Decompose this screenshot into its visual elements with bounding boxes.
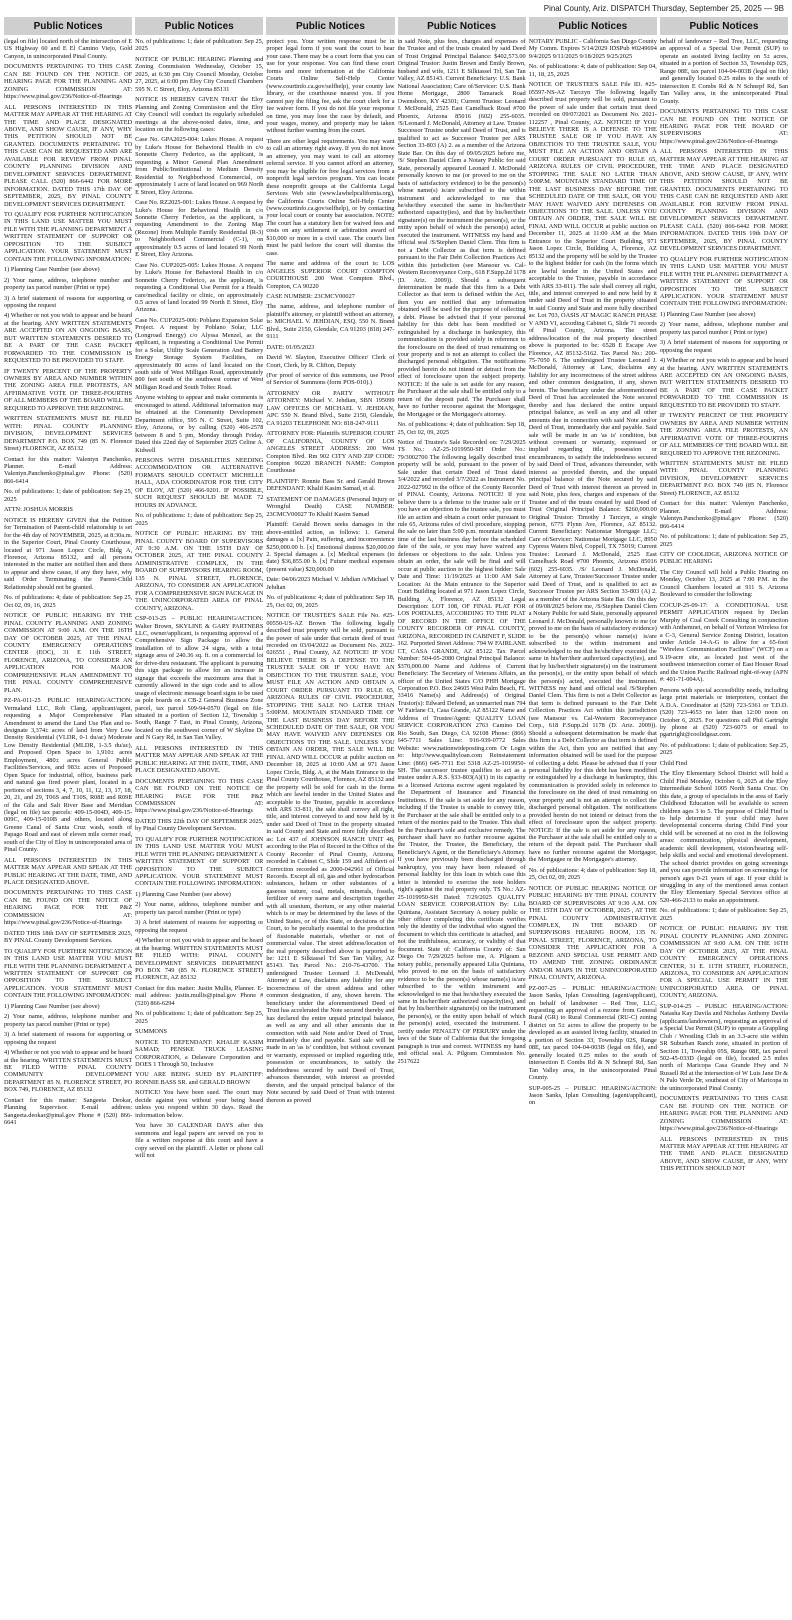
notice-paragraph: COCUP-25-09-17: A CONDITIONAL USE PERMIT APPLICATION request by Declan Murphy of Coal Creek Consulting in conjunction with Anthemnet, on behalf of Verizon Wireless for a C-3, General Service Zoning District, location under Article 14-A-G to allow for a 65-foot "Wireless Communication Facilities" (WCF) on a 9.19-acre site, as located just west of the southwest intersection corner of East Houser Road and the Union Pacific Railroad right-of-way (APN #: 401-71-004A). xyxy=(659,601,789,684)
notice-column xyxy=(660,38,788,1616)
notice-paragraph: IF TWENTY PERCENT OF THE PROPERTY OWNERS BY AREA AND NUMBER WITHIN THE ZONING AREA FILE PROTESTS, AN AFFIRMATIVE VOTE OF THREE-FOURTHS OF ALL MEMBERS OF THE BOARD WILL BE REQUIRED TO APPROVE THE REZONING. xyxy=(659,412,789,457)
notice-paragraph: Child Find xyxy=(659,759,687,767)
notice-paragraph: NOTICE! You have been sued. The court may decide against you without your being heard unless you respond within 30 days. Read the information below. xyxy=(135,1089,264,1119)
notice-paragraph: 3) A brief statement of reasons for supporting or opposing the request xyxy=(4,1031,133,1046)
notice-paragraph: No. of publications: 1; date of publication: Sep 25, 2025 xyxy=(135,512,264,527)
notice-paragraph: The City Council will hold a Public Hearing on Monday, October 13, 2025 at 7:00 P.M. in the Council Chambers located at 911 S. Arizona Boulevard to consider the following: xyxy=(659,568,789,599)
notice-paragraph: (For proof of service of this summons, use Proof of Service of Summons (form POS-010).) xyxy=(266,372,395,387)
notice-paragraph: No. of publications: 4; date of publication: Sep 18, 25, Oct 02, 09, 2025 xyxy=(528,866,657,882)
column-header-row xyxy=(4,17,788,35)
notice-paragraph: Date: 04/06/2023 Michael V. Jehdian /s/Michael V Jehdian xyxy=(266,576,395,591)
column-header: Public Notices xyxy=(398,17,526,35)
notice-paragraph: NOTICE TO DEFENDANT: KHALIF KASIM SAMAD; PENSKE TRUCK LEASING CORPORATION, a Delaware Corporation and DOES 1 Through 50, Inclusive xyxy=(135,1038,264,1068)
notice-paragraph: 2) Your name, address, telephone number and property tax parcel number ( Print or type) xyxy=(659,321,789,336)
notice-paragraph: ALL PERSONS INTERESTED IN THIS MATTER MAY APPEAR AND SPEAK AT THE PUBLIC HEARING AT THE DATE, TIME, AND PLACE DESIGNATED ABOVE. xyxy=(4,856,133,887)
notice-paragraph: There are other legal requirements. You may want to call an attorney right away. If you do not know an attorney, you may want to call an attorney referral service. If you cannot afford an attorney, you may be eligible for free legal services from a nonprofit legal services program. You can locate these nonprofit groups at the California Legal Services Web site (www.lawhelpcalifornia.org), the California Courts Online Self-Help Center (www.courtinfo.ca.gov/selfhelp), or by contacting your local court or county bar association. NOTE: The court has a statutory lien for waived fees and costs on any settlement or arbitration award of $10,000 or more in a civil case. The court's lien must be paid before the court will dismiss the case. xyxy=(266,137,395,257)
notice-paragraph: David W. Slayton, Executive Officer/ Clerk of Court, Clerk, by R. Clifton, Deputy xyxy=(266,354,395,369)
notice-paragraph: Contact for this matter: Sangeeta Deokar, Planning Supervisor. E-mail address: Sangeeta.deokar@pinal.gov Phone # (520) 866-6641 xyxy=(4,1096,133,1127)
notice-paragraph: CASE NUMBER: 23CMCV00027 xyxy=(266,292,355,300)
notice-paragraph: 2) Your name, address, telephone number and property tax parcel number (Print or type) xyxy=(135,901,264,916)
notice-paragraph: 2) Your name, address, telephone number and property tax parcel number (Print or type) xyxy=(4,1013,133,1028)
notice-paragraph: WRITTEN STATEMENTS MUST BE FILED WITH: PINAL COUNTY PLANNING DIVISION, DEVELOPMENT SERVICES DEPARTMENT P.O. BOX 749 (85 N. Florence Street) FLORENCE, AZ 85132 xyxy=(659,460,789,497)
notice-paragraph: No. of publications: 4; date of publication: Sep 25, Oct 02, 09, 16, 2025 xyxy=(4,594,133,609)
notice-paragraph: 3) A brief statement of reasons for supporting or opposing the request xyxy=(135,919,264,934)
notice-paragraph: DOCUMENTS PERTAINING TO THIS CASE CAN BE FOUND ON THE NOTICE OF HEARING PAGE FOR THE BOARD OF SUPERVISORS AT: https://www.pinal.gov/236/Notice-of-Hearings xyxy=(659,108,789,145)
notice-paragraph: No. of publications: 1; date of publication: Sep 25, 2025 xyxy=(135,38,264,53)
notice-paragraph: NOTICE OF TRUSTEE'S SALE File ID. #25-05597-NS-AZ Tarczyn The following legally described trust property will be sold, pursuant to the power of sale under that certain trust deed recorded on 09/07/2021 as Document No. 2021-112257 , Pinal County, AZ. NOTICE! IF YOU BELIEVE THERE IS A DEFENSE TO THE TRUSTEE SALE OR IF YOU HAVE AN OBJECTION TO THE TRUSTEE SALE, YOU MUST FILE AN ACTION AND OBTAIN A COURT ORDER PURSUANT TO RULE 65, ARIZONA RULES OF CIVIL PROCEDURE, STOPPING THE SALE NO LATER THAN 5:00P.M. MOUNTAIN STANDARD TIME OF THE LAST BUSINESS DAY BEFORE THE SCHEDULED DATE OF THE SALE, OR YOU MAY HAVE WAIVED ANY DEFENSES OR OBJECTIONS TO THE SALE. UNLESS YOU OBTAIN AN ORDER, THE SALE WILL BE FINAL AND WILL OCCUR at public auction on December 11, 2025 at 11:00 AM at the Main Entrance to the Superior Court Building, 971 Jason Lopez Circle, Building A, Florence, AZ 85132 and the property will be sold by the Trustee to the highest bidder for cash (in the forms which are lawful tender in the United States and acceptable to the Trustee, payable in accordance with ARS 33-811). The sale shall convey all right, title, and interest conveyed to and now held by it under said Deed of Trust in the property situated in said County and State and more fully described as: Lot 703, OASIS AT MAGIC RANCH PHASE V AND VI, according Cabinet G, Slide 71 records of Pinal County, Arizona. The street address/location of the real property described above is purported to be: 6528 E Escape Ave Florence, AZ 85132-5162. Tax Parcel No.: 200-75-7050 6. The undersigned Trustee Leonard J. McDonald, Attorney at Law, disclaims any liability for any incorrectness of the street address and other common designation, if any, shown herein. The beneficiary under the aforementioned Deed of Trust has accelerated the Note secured thereby and has declared the entire unpaid principal balance, as well as any and all other amounts due in connection with said Note and/or Deed of Trust, immediately due and payable. Said sale will be made in an 'as is' condition, but without covenant or warranty, expressed or implied regarding title, possession or encumbrances, to satisfy the indebtedness secured by said Deed of Trust, advances thereunder, with interest as provided therein, and the unpaid principal balance of the Note secured by said Deed of Trust with interest thereon as proved in said Note, plus fees, charges and expenses of the Trustee and of the trusts created by said Deed of Trust Original Principal Balance: $260,000.00 Original Trustor: Timothy J Tarczyn, a single person, 6775 Flynn Ave, Florence, AZ 85132. Current Beneficiary: Nationstar Mortgage LLC; Care of/Servicer: Nationstar Mortgage LLC, 8950 Cypress Waters Blvd, Coppell, TX 75019; Current Trustee: Leonard J. McDonald, 2525 East Camelback Road #700 Phoenix, Arizona 85016 (602) 255-6035. /S/ Leonard J. McDonald, Attorney at Law, Trustee/Successor Trustee under said Deed of Trust, and is qualified to act as Successor Trustee per ARS Section 33-803 (A) 2. as a member of the Arizona State Bar. On this day of 09/08/2025 before me, /S/Stephen Daniel Clem a Notary Public for said State, personally appeared Leonard J. McDonald, personally known to me (or proved to me on the basis of satisfactory evidence) to be the person(s) whose name(s) is/are subscribed to the within instrument and acknowledged to me that he/she/they executed the same in his/her/their authorized capacity(ies), and that by his/her/their signature(s) on the instrument the person(s), or the entity upon behalf of which the person(s) acted, executed the instrument. WITNESS my hand and official seal /S/Stephen Daniel Clem. This firm is not a Debt Collector as that term is defined pursuant to the Fair Debt Collection Practices Act within this jurisdiction (see Mansour vs. Cal-Western Reconveyance Corp., 618 F.Supp.2d 1178 (D. Ariz. 2009)). Should a subsequent determination be made that this firm is a Debt Collector as that term is defined within the Act, then you are notified that any information obtained will be used for the purpose of collecting a debt. Please be advised that if your personal liability for this debt has been modified or extinguished by a discharge in bankruptcy, this communication is provided solely in reference to the foreclosure on the deed of trust remaining on your property and is not an attempt to collect the discharged personal obligation. The notifications provided herein do not intend or detract from the effect of foreclosure upon the subject property. NOTICE: If the sale is set aside for any reason, the Purchaser at the sale shall be entitled only to a return of the deposit paid. The Purchaser shall have no further recourse against the Mortgagor, the Mortgagee or the Mortgagee's attorney. xyxy=(528,81,657,864)
notice-paragraph: Contact for this matter: Valentyn Panchenko, Planner. E-mail Address: Valentyn.Panchenko@pinal.gov Phone: (520) 866-6414 xyxy=(659,500,789,530)
notice-paragraph: CITY OF COOLIDGE, ARIZONA NOTICE OF PUBLIC HEARING xyxy=(659,551,789,566)
notice-paragraph: 3) A brief statement of reasons for supporting or opposing the request xyxy=(659,339,789,354)
column-header: Public Notices xyxy=(660,17,788,35)
column-header: Public Notices xyxy=(266,17,394,35)
notice-paragraph: 4) Whether or not you wish to appear and be heard at the hearing. WRITTEN STATEMENTS MUST BE FILED WITH: PINAL COUNTY DEVELOPMENT SERVICES DEPARTMENT PO BOX 749 (85 N. FLORENCE STREET) FLORENCE, AZ 85132 xyxy=(135,937,264,982)
notice-paragraph: SUP-014-25 – PUBLIC HEARING/ACTION: Natasha Kay Davila and Nicholas Anthony Davila (applicants/landowners), requesting an approval of a Special Use Permit (SUP) to operate a Grappling Club / Wrestling Club in an 3.3-acre site within SR Suburban Ranch zone, situated in portion of Section 11, Township 05S, Range 08E, tax parcel 502-45-033D (legal on file), located 2.5 miles north of Maricopa Casa Grande Hwy and N Russell Rd at the intersection of W Luis Jane Dr & N Palo Verde Dr, southeast of City of Maricopa in the unincorporated Pinal County. xyxy=(659,1002,789,1092)
notice-paragraph: NOTICE OF PUBLIC HEARING BY THE PINAL COUNTY PLANNING AND ZONING COMMISSION AT 9:00 A.M. ON THE 16TH DAY OF OCTOBER 2025, AT THE PINAL COUNTY EMERGENCY OPERATIONS CENTER, 31 E. 11TH STREET, FLORENCE, ARIZONA, TO CONSIDER AN APPLICATION FOR A SPECIAL USE PERMIT IN THE UNINCORPORATED AREA OF PINAL COUNTY, ARIZONA. xyxy=(659,925,789,1000)
notice-paragraph: DATE: 01/05/2023 xyxy=(266,343,315,351)
notice-paragraph: Case No. CUP2025-006: Poblano Expansion Solar Project. A request by Poblano Solar, LLC (Longroad Energy) c/o Alyssa Menzel, as the applicant, is requesting a Conditional Use Permit for a Solar, Utility Scale Generation And Battery Energy Storage System Facilities, on approximately 80 acres of land located on the south side of West Milligan Road, approximately 800 feet south of the southwest corner of West Milligan Road and South Toltec Road. xyxy=(135,316,264,391)
notice-column xyxy=(529,38,657,1616)
notice-paragraph: No. of publications: 4; date of publication: Sep 04, 11, 18, 25, 2025 xyxy=(528,63,657,78)
notice-paragraph: Case No. RZ2025-001: Lukes House. A request by Luke's House for Behavioral Health in c/o Sonnette Cherry Federico, as the applicant, is requesting Amendment to the Zoning Map (Rezone) from Multiple Family Residential (R-3) to Neighborhood Commercial (C-1), on approximately 0.5 acres of land located 99 North E Street, Eloy Arizona. xyxy=(135,199,264,259)
notice-paragraph: No. of publications: 1; date of publication: Sep 25, 2025 xyxy=(135,1010,264,1025)
notice-paragraph: SUP-005-25 – PUBLIC HEARING/ACTION: Jason Sanks, Iplan Consulting (agent/applicant), on xyxy=(528,1084,657,1107)
notice-paragraph: ALL PERSONS INTERESTED IN THIS MATTER MAY APPEAR AND SPEAK AT THE PUBLIC HEARING AT THE DATE, TIME, AND PLACE DESIGNATED ABOVE. xyxy=(135,744,264,775)
notice-paragraph: STATEMENT OF DAMAGES (Personal Injury or Wrongful Death) CASE NUMBER: 23CMCV00027 To Khalif Kasim Samad xyxy=(266,495,395,518)
notice-paragraph: NOTICE OF PUBLIC HEARING NOTICE OF PUBLIC HEARING BY THE PINAL COUNTY BOARD OF SUPERVISORS AT 9:30 A.M. ON THE 15TH DAY OF OCTOBER, 2025 , AT THE PINAL COUNTY ADMINISTRATIVE COMPLEX, IN THE BOARD OF SUPERVISORS HEARING ROOM, 135 N. PINAL STREET, FLORENCE, ARIZONA, TO CONSIDER THE APPLICATION FOR A REZONE AND SPECIAL USE PERMIT AND TO AMEND THE ZONING ORDINANCE AND/OR MAPS IN THE UNINCORPORATED PINAL COUNTY, ARIZONA. xyxy=(528,884,657,982)
notice-paragraph: NOTICE IS HEREBY GIVEN that the Petition for Termination of Parent-child relationship is set for the 4th day of NOVEMBER, 2025, at 8:30a.m. in the Superior Court, Pinal County Courthouse, located at 971 Jason Lopez Circle, Bldg A, Florence, Arizona 85132, and all persons interested in the matter are notified then and there to appear and show cause, if any they have, why said Order Terminating the Parent-Child Relationship should not be granted. xyxy=(4,516,133,591)
notice-paragraph: ATTORNEY OR PARTY WITHOUT ATTORNEY: Michael V. Jehdian, SBN 195099 LAW OFFICES OF MICHAEL V. JEHDIAN, APC 550 N. Brand Blvd., Suite 2150, Glendale, CA 91203 TELEPHONE NO: 818-247-9111 xyxy=(266,389,395,427)
notice-paragraph: NOTICE OF PUBLIC HEARING BY THE PINAL COUNTY PLANNING AND ZONING COMMISSION AT 9:00 A.M. ON THE 16TH DAY OF OCTOBER 2025, AT THE PINAL COUNTY EMERGENCY OPERATIONS CENTER (EOC), 31 E 11th STREET, FLORENCE, ARIZONA, TO CONSIDER AN APPLICATION FOR MAJOR COMPREHENSIVE PLAN AMENDMENT TO THE PINAL COUNTY COMPREHENSIVE PLAN. xyxy=(4,612,133,694)
notice-paragraph: Case No. CUP2025-005: Lukes House. A request by Luke's House for Behavioral Health in c/o Sonnette Cherry Federico, as the applicant, is requesting a Conditional Use Permit for a Health care/medical facility or clinic, on approximately 0.5 acres of land located 99 North E Street, Eloy Arizona. xyxy=(135,261,264,314)
notice-paragraph: Anyone wishing to appear and make comments is encouraged to attend. Additional information may be obtained at the Community Development Department office, 595 N. C Street, Suite 102, Eloy, Arizona, or by calling (520) 466-2578 between 8 and 5 pm, Monday through Friday. Dated this 22nd day of September 2025 Celine A. Kidwell xyxy=(135,394,264,454)
notice-paragraph: 3) A brief statement of reasons for supporting or opposing the request xyxy=(4,294,133,309)
notice-paragraph: ATTN: JOSHUA MORRIS xyxy=(4,506,73,514)
notice-paragraph: You have 30 CALENDAR DAYS after this summons and legal papers are served on you to file a written response at this court and have a copy served on the plaintiff. A letter or phone call will not xyxy=(135,1122,264,1159)
notice-columns xyxy=(4,38,788,1616)
notice-paragraph: in said Note, plus fees, charges and expenses of the Trustee and of the trusts created by said Deed of Trust Original Principal Balance: $402,573.00 Original Trustor: Justin Brown and Emily Brown, husband and wife, 1211 E Silktassel Trl, San Tan Valley, AZ 85143. Current Beneficiary: U.S. Bank National Association; Care of/Servicer: U.S. Bank Home Mortgage, 2800 Tamarack Road Owensboro, KY 42301; Current Trustee: Leonard J. McDonald, 2525 East Camelback Road #700 Phoenix, Arizona 85016 (602) 255-6035. /S/Leonard J. McDonald, Attorney at Law. Trustee Successor Trustee under said Deed of Trust, and is qualified to act as Successor Trustee per ARS Section 33-803 (A) 2. as a member of the Arizona State Bar. On this day of 09/05/2025 before me, /S/ Stephen Daniel Clem a Notary Public for said State, personally appeared Leonard J. McDonald personally known to me (or proved to me on the basis of satisfactory evidence) to be the person(s) whose name(s) is/are subscribed to the within instrument and acknowledged to me that he/she/they executed the same in his/her/their authorized capacity(ies), and that by his/her/their signature(s) on the instrument the person(s), or the entity upon behalf of which the person(s) acted, executed the instrument. WITNESS my hand and official seal /S/Stephen Daniel Clem. This firm is not a Debt Collector as that term is defined pursuant to the Fair Debt Collection Practices Act within this jurisdiction (see Mansour vs. Cal-Western Reconveyance Corp., 618 F.Supp.2d 1178 (D. Ariz. 2009)). Should a subsequent determination be made that this firm is a Debt Collector as that term is defined within the Act, then you are notified that any information obtained will be used for the purpose of collecting a debt. Please be advised that if your personal liability for this debt has been modified or extinguished by a discharge in bankruptcy, this communication is provided solely in reference to the foreclosure on the deed of trust remaining on your property and is not an attempt to collect the discharged personal obligation. The notifications provided herein do not intend or detract from the effect of foreclosure upon the subject property. NOTICE: If the sale is set aside for any reason, the Purchaser at the sale shall be entitled only to a return of the deposit paid. The Purchaser shall have no further recourse against the Mortgagor, the Mortgagee or the Mortgagee's attorney. xyxy=(397,38,526,418)
notice-paragraph: NOTARY PUBLIC - California San Diego County My Comm. Expires 5/14/2029 IDSPub #0249694 9/4/2025 9/11/2025 9/18/2025 9/25/2025 xyxy=(528,38,657,60)
notice-paragraph: Contact for this matter: Valentyn Panchenko, Planner. E-mail Address: Valentyn.Panchenko@pinal.gov Phone: (520) 866-6414 xyxy=(4,455,133,485)
notice-paragraph: ALL PERSONS INTERESTED IN THIS MATTER MAY APPEAR AT THE HEARING AT THE TIME AND PLACE DESIGNATED ABOVE, AND SHOW CAUSE, IF ANY, WHY THIS PETITION SHOULD NOT xyxy=(659,1135,789,1173)
notice-column xyxy=(398,38,526,1616)
notice-paragraph: ATTORNEY FOR: Plaintiffs SUPERIOR COURT OF CALIFORNIA, COUNTY OF LOS ANGELES STREET ADDRESS: 200 West Compton Blvd. Rm 902 CITY AND ZIP CODE: Compton 90220 BRANCH NAME: Compton Courthouse xyxy=(266,430,395,475)
notice-paragraph: DATED THIS 22th DAY OF SEPTEMBER 2025, by Pinal County Development Services. xyxy=(135,817,264,833)
notice-paragraph: DOCUMENTS PERTAINING TO THIS CASE CAN BE FOUND ON THE NOTICE OF HEARING PAGE FOR THE P&Z COMMISSION AT: https://www.pinal.gov/236/Notice-of-Hearings xyxy=(4,889,133,927)
notice-paragraph: IF TWENTY PERCENT OF THE PROPERTY OWNERS BY AREA AND NUMBER WITHIN THE ZONING AREA FILE PROTESTS, AN AFFIRMATIVE VOTE OF THREE-FOURTHS OF ALL MEMBERS OF THE BOARD WILL BE REQUIRED TO APPROVE THE REZONING. xyxy=(4,367,133,412)
notice-paragraph: 4) Whether or not you wish to appear and be heard at the hearing. ANY WRITTEN STATEMENTS ARE ACCEPTED ON AN ONGOING BASIS, BUT WRITTEN STATEMENTS DESIRED TO BE A PART OF THE CASE PACKET FORWARDED TO THE COMMISSION IS REQUESTED TO BE PROVIDED TO STAFF. xyxy=(4,312,133,365)
notice-paragraph: (legal on file) located north of the intersection of E US Highway 60 and E El Camino Viejo, Gold Canyon, in unincorporated Pinal County. xyxy=(4,38,133,60)
notice-paragraph: Case No. GPA2025-004: Lukes House. A request by Luke's House for Behavioral Health in c/o Sonnette Cherry Federico, as the applicant, is requesting a Minor General Plan Amendment from Public/Institutional to Medium Density Residential to Neighborhood Commercial, on approximately 1 acre of land located on 969 North E Street, Eloy Arizona. xyxy=(135,136,264,196)
notice-paragraph: The name, address, and telephone number of plaintiff's attorney, or plaintiff without an attorney, is: MICHAEL V. JEHDIAN, ESQ. 550 N. Brand Blvd., Suite 2150, Glendale, CA 91203 (818) 247-9111 xyxy=(266,303,395,341)
notice-paragraph: PERSONS WITH DISABILITIES NEEDING ACCOMMODATION OR ALTERNATIVE FORMATS SHOULD CONTACT MICHELLE HALL, ADA COORDINATOR FOR THE CITY OF ELOY, AT (520) 466-9201. IF POSSIBLE, SUCH REQUEST SHOULD BE MADE 72 HOURS IN ADVANCE. xyxy=(135,457,264,509)
column-header: Public Notices xyxy=(4,17,132,35)
notice-paragraph: NOTICE OF PUBLIC HEARING BY THE PINAL COUNTY BOARD OF SUPERVISORS AT 9:30 A.M. ON THE 15TH DAY OF OCTOBER 2025, AT THE PINAL COUNTY ADMINISTRATIVE COMPLEX, IN THE BOARD OF SUPERVISORS HEARING ROOM, 135 N. PINAL STREET, FLORENCE, ARIZONA, TO CONSIDER AN APPLICATION FOR A COMPREHENSIVE SIGN PACKAGE IN THE UNINCORPORATED AREA OF PINAL COUNTY, ARIZONA. xyxy=(135,530,264,612)
notice-paragraph: No. of publications: 1; date of publication: Sep 25, 2025 xyxy=(659,907,789,922)
notice-paragraph: Contact for this matter: Justin Mullis, Planner. E-mail address: justin.mullis@pinal.gov Phone # (520) 866-6294 xyxy=(135,984,264,1007)
notice-paragraph: 1) Planning Case Number (see above) xyxy=(4,1002,100,1010)
notice-paragraph: 4) Whether or not you wish to appear and be heard at the hearing. ANY WRITTEN STATEMENTS ARE ACCEPTED ON AN ONGOING BASIS, BUT WRITTEN STATEMENTS DESIRED TO BE A PART OF THE CASE PACKET FORWARDED TO THE COMMISSION IS REQUESTED TO BE PROVIDED TO STAFF. xyxy=(659,357,789,409)
notice-paragraph: TO QUALIFY FOR FURTHER NOTIFICATION IN THIS LAND USE MATTER YOU MUST FILE WITH THE PLANNING DEPARTMENT A WRITTEN STATEMENT OF SUPPORT OR OPPOSITION TO THE SUBJECT APPLICATION. YOUR STATEMENT MUST CONTAIN THE FOLLOWING INFORMATION: xyxy=(135,835,264,888)
notice-paragraph: protect you. Your written response must be in proper legal form if you want the court to hear your case. There may be a court form that you can use for your response. You can find these court forms and more information at the California Courts Online Self-Help Center (www.courtinfo.ca.gov/selfhelp), your county law library, or the courthouse nearest you. If you cannot pay the filing fee, ask the court clerk for a fee waiver form. If you do not file your response on time, you may lose the case by default, and your wages, money, and property may be taken without further warning from the court. xyxy=(266,38,395,135)
notice-paragraph: DOCUMENTS PERTAINING TO THIS CASE CAN BE FOUND ON THE NOTICE OF HEARING PAGE FOR THE PLANNING AND ZONING COMMISSION AT: https://www.pinal.gov/236/Notice-of-Hearings xyxy=(4,63,133,101)
notice-paragraph: WRITTEN STATEMENTS MUST BE FILED WITH: PINAL COUNTY PLANNING DIVISION, DEVELOPMENT SERVICES DEPARTMENT P.O. BOX 749 (85 N. Florence Street) FLORENCE, AZ 85132 xyxy=(4,415,133,453)
notice-paragraph: YOU ARE BEING SUED BY PLAINTIFF: RONNIE BASS SR. and GERALD BROWN xyxy=(135,1071,264,1086)
notice-paragraph: SUMMONS xyxy=(135,1028,168,1036)
notice-column xyxy=(4,38,132,1616)
notice-paragraph: PZ-PA-011-25 PUBLIC HEARING/ACTION: Vermaland LLC, Rob Clang, applicant/agent, requesting a Major Comprehensive Plan Amendment to amend the Land Use Plan and re-designate 3,374± acres of land from Very Low Density Residential (VLDR, 0-1 du/ac) Moderate Low Density Residential (MLDR, 1-3.5 du/ac), and Proposed Open Space to 1,910± acres Employment, 480± acres General Public Facilities/Services, and 983± acres of Proposed Open Space for industrial, office, business park and natural gas fired power plant, located in a portions of sections 3, 4, 7, 10, 11, 12, 13, 17, 18, 20, 21, and 29, T06S and T10S, R08E and R09E of the Gila and Salt River Base and Meridian (legal on file) tax parcels: 409-15-004D, 409-15-009C, 409-15-010B and others, located along Greene Canal of Santa Cruz wash, south of Papago Road and east of eleven mile corner road, south of the City of Eloy in unincorporated area of Pinal County. xyxy=(4,697,133,854)
notice-paragraph: DATED THIS 18th DAY OF SEPTEMBER 2025, BY PINAL County Development Services. xyxy=(4,929,133,945)
notice-paragraph: 1) Planning Case Number (see above) xyxy=(135,890,231,898)
notice-paragraph: NOTICE OF TRUSTEE'S SALE File No. #25-00550-US-AZ Brown The following legally described trust property will be sold, pursuant to the power of sale under that certain deed of trust recorded on 03/04/2022 as Document No. 2022-026551 , Pinal County, AZ NOTICE! IF YOU BELIEVE THERE IS A DEFENSE TO THE TRUSTEE SALE OR IF YOU HAVE AN OBJECTION TO THE TRUSTEE SALE, YOU MUST FILE AN ACTION AND OBTAIN A COURT ORDER PURSUANT TO RULE 65, ARIZONA RULES OF CIVIL PROCEDURE, STOPPING THE SALE NO LATER THAN 5:00P.M. MOUNTAIN STANDARD TIME OF THE LAST BUSINESS DAY BEFORE THE SCHEDULED DATE OF THE SALE, OR YOU MAY HAVE WAIVED ANY DEFENSES OR OBJECTIONS TO THE SALE. UNLESS YOU OBTAIN AN ORDER, THE SALE WILL BE FINAL AND WILL OCCUR at public auction on December 18, 2025 at 10:00 AM at 971 Jason Lopez Circle, Bldg. A, at the Main Entrance to the Pinal County Courthouse, Florence, AZ 85132 and the property will be sold for cash in the forms which are lawful tender in the United States and acceptable to the Trustee, payable in accordance with ARS 33-811, the sale shall convey all right, title, and interest conveyed to and now held by it under said Deed of Trust in the property situated in said County and State and more fully described as: Lot 437 of JOHNSON RANCH UNIT 48, according to the Plat of Record in the Office of the County Recorder of Pinal County, Arizona, recorded in Cabinet C, Slide 159 and Affidavit of Correction recorded as 2000-042961 of Official Records. Except all oil, gas and other hydrocarbon substances, helium or other substances of a gaseous nature, coal, metals, minerals, fossils, fertilizer of every name and description together with all uranium, thorium, or any other material which is or may be determined by the laws of the United States, or of this State, or decisions of the Court, to be peculiarly essential to the production of fissionable materials, whether or not of commercial value. The street address/location of the real property described above is purported to be: 1211 E Silktassel Trl San Tan Valley, AZ 85143. Tax Parcel No.: 210-76-43700. The undersigned Trustee Leonard J. McDonald, Attorney at Law, disclaims any liability for any incorrectness of the street address and other common designation, if any, shown herein. The beneficiary under the aforementioned Deed of Trust has accelerated the Note secured thereby and has declared the entire unpaid principal balance, as well as any and all other amounts due in connection with said Note and/or Deed of Trust, immediately due and payable. Said sale will be made in an 'as is' condition, but without covenant or warranty, expressed or implied regarding title, possession or encumbrances, to satisfy the indebtedness secured by said Deed of Trust, advances thereunder, with interest as provided therein, and the unpaid principal balance of the Note secured by said Deed of Trust with interest thereon as proved xyxy=(266,612,395,1104)
notice-paragraph: 1) Planning Case Number (see above) xyxy=(4,266,100,274)
notice-paragraph: NOTICE IS HEREBY GIVEN THAT the Eloy Planning and Zoning Commission and the Eloy City Council will conduct its regularly scheduled meetings at the above-noted dates, time, and location on the following cases: xyxy=(135,96,264,133)
column-header: Public Notices xyxy=(529,17,657,35)
notice-paragraph: behalf of landowner – Red Tree, LLC, requesting an approval of a Special Use Permit (SUP) to operate an assisted living facility on 5± acres, situated in a portion of Section 33, Township 02S, Range 08E, tax parcel 104-04-003B (legal on file) and generally located 0.25 miles to the south of intersection E Combs Rd & N Schnepf Rd, San Tan Valley area, in the unincorporated Pinal County. xyxy=(659,38,789,105)
notice-paragraph: PLAINTIFF: Ronnie Bass Sr. and Gerald Brown DEFENDANT: Khalif Kasim Samad, et al. xyxy=(266,477,395,493)
notice-paragraph: 4) Whether or not you wish to appear and be heard at the hearing. WRITTEN STATEMENTS MUST BE FILED WITH: PINAL COUNTY COMMUNITY DEVELOPMENT DEPARTMENT 85 N. FLORENCE STREET, PO BOX 749, FLORENCE, AZ 85132 xyxy=(4,1049,133,1094)
masthead: Pinal County, Ariz. DISPATCH Thursday, September 25, 2025 — 9B xyxy=(543,4,784,13)
notice-paragraph: PZ-007-25 – PUBLIC HEARING/ACTION: Jason Sanks, Iplan Consulting (agent/applicant), on behalf of landowner – Red Tree, LLC, requesting an approval of a rezone from General Rural (GR) to Rural Commercial (RU-C) zoning district on 5± acres to allow the property to be developed as an assisted living facility, situated in a portion of Section 33, Township 02S, Range 08E, tax parcel 104-04-003B (legal on file), and generally located 0.25 miles to the south of intersection E Combs Rd & N Schnepf Rd, San Tan Valley area, in the unincorporated Pinal County. xyxy=(528,984,657,1082)
notice-paragraph: No. of publications: 1; date of publication: Sep 25, 2025 xyxy=(659,533,789,548)
notice-paragraph: No. of publications: 1; date of publication: Sep 25, 2025 xyxy=(659,741,789,757)
notice-paragraph: ALL PERSONS INTERESTED IN THIS MATTER MAY APPEAR AT THE HEARING AT THE TIME AND PLACE DESIGNATED ABOVE, AND SHOW CAUSE, IF ANY, WHY THIS PETITION SHOULD NOT BE GRANTED. DOCUMENTS PERTAINING TO THIS CASE CAN BE REQUESTED AND ARE AVAILABLE FOR REVIEW FROM PINAL COUNTY PLANNING DIVISION AND DEVELOPMENT SERVICES DEPARTMENT. PLEASE CALL (520) 866-6442 FOR MORE INFORMATION. DATED THIS 19th DAY OF SEPTEMBER, 2025, BY PINAL COUNTY DEVELOPMENT SERVICES DEPARTMENT. xyxy=(659,148,789,253)
notice-column xyxy=(266,38,394,1616)
notice-paragraph: The name and address of the court is: LOS ANGELES SUPERIOR COURT COMPTON COURTHOUSE 200 West Compton Blvd., Compton, CA 90220 xyxy=(266,260,395,290)
notice-paragraph: Notice of Trustee's Sale Recorded on: 7/29/2025 TS No.: AZ-25-1019950-SH Order No.: 79/3002700 The following legally described trust property will be sold, pursuant to the power of Sale under that certain Deed of Trust dated 3/4/2022 and recorded 3/7/2022 as Instrument No. 2022-027992 in the office of the County Recorder of PINAL County, Arizona. NOTICE! If you believe there is a defense to the trustee sale or if you have an objection to the trustee sale, you must file an action and obtain a court order pursuant to rule 65, Arizona rules of civil procedure, stopping the sale no later than 5:00 p.m. mountain standard time of the last business day before the scheduled date of the sale, or you may have waived any defenses or objections to the sale. Unless you obtain an order, the sale will be final and will occur at public auction to the highest bidder: Sale Date and Time: 11/19/2025 at 11:00 AM Sale Location: At the Main entrance to the Superior Court Building located at 971 Jason Lopez Circle, Building A, Florence, AZ 85132 Legal Description: LOT 108, OF FINAL PLAT FOR LOS PORTALES, ACCORDING TO THE PLAT OF RECORD IN THE OFFICE OF THE COUNTY RECORDER OF PINAL COUNTY, ARIZONA, RECORDED IN CABINET F, SLIDE 162. Purported Street Address: 794 W FAIRLANE CT, CASA GRANDE, AZ 85122 Tax Parcel Number: 504-05-2080 Original Principal Balance: $370,000.00 Name and Address of Current Beneficiary: The Secretary of Veterans Affairs, an officer of the United States C/O PHH Mortgage Corporation P.O. Box 24605 West Palm Beach, FL 33416 Name(s) and Address(s) of Original Trustor(s): Edward Defend, an unmarried man 794 W Fairlane Ct, Casa Grande, AZ 85122 Name and Address of Trustee/Agent: QUALITY LOAN SERVICE CORPORATION 2763 Camino Del Rio South, San Diego, CA 92108 Phone: (866) 645-7711 Sales Line: 916-939-0772 Sales Website: www.nationwideposting.com Or Login to: http://www.qualityloan.com Reinstatement Line: (866) 645-7711 Ext 5318 AZ-25-1019950-SH. The successor trustee qualifies to act as a trustee under A.R.S. §33-803(A)(1) in its capacity as a licensed Arizona escrow agent regulated by the Department of Insurance and Financial Institutions. If the sale is set aside for any reason, including if the Trustee is unable to convey title, the Purchaser at the sale shall be entitled only to a return of the monies paid to the Trustee. This shall be the Purchaser's sole and exclusive remedy. The purchaser shall have no further recourse against the Trustor, the Trustee, the Beneficiary, the Beneficiary's Agent, or the Beneficiary's Attorney. If you have previously been discharged through bankruptcy, you may have been released of personal liability for this loan in which case this letter is intended to exercise the note holders right's against the real property only. TS No.: AZ-25-1019950-SH Dated: 7/29/2025 QUALITY LOAN SERVICE CORPORATION By: Lilia Quintana, Assistant Secretary A notary public or other officer completing this certificate verifies only the identity of the individual who signed the document to which this certificate is attached, and not the truthfulness, accuracy, or validity of that document. State of: California County of: San Diego On 7/29/2025 before me, A. Pilgram a notary public, personally appeared Lilia Quintana, who proved to me on the basis of satisfactory evidence to be the person(s) whose name(s) is/are subscribed to the within instrument and acknowledged to me that he/she/they executed the same in his/her/their authorized capacity(ies), and that by his/her/their signature(s) on the instrument the person(s), or the entity upon behalf of which the person(s) acted, executed the instrument. I certify under PENALTY OF PERJURY under the laws of the State of California that the foregoing paragraph is true and correct. WITNESS my hand and official seal. A. Pilgram Commission No. 2517622 xyxy=(397,439,526,1065)
notice-paragraph: TO QUALIFY FOR FURTHER NOTIFICATION IN THIS LAND USE MATTER YOU MUST FILE WITH THE PLANNING DEPARTMENT A WRITTEN STATEMENT OF SUPPORT OR OPPOSITION TO THE SUBJECT APPLICATION. YOUR STATEMENT MUST CONTAIN THE FOLLOWING INFORMATION: xyxy=(4,947,133,1000)
notice-paragraph: The Eloy Elementary School District will hold a Child Find Monday, October 6, 2025 at the Eloy Intermediate School 1005 North Santa Cruz. On this date, a group of specialists in the area of Early Childhood Education will be available to screen children ages 3 to 5. The purpose of Child Find is to help determine if your child may have developmental concerns during Child Find your child will be screened at no cost in the following areas: communication, physical development, academic skill development, vision/hearing self-help skills and social and emotional development. The school district provides on going screenings and you can provide information on screenings for person's ages 0-21 years of age. If your child is struggling in any of the mentioned areas contact the Eloy Elementary Special Services office at 520-466-2133 to make an appointment. xyxy=(659,770,789,904)
notice-paragraph: NOTICE OF PUBLIC HEARING Planning and Zoning Commission Wednesday, October 15, 2025, at 6:30 pm City Council Monday, October 27, 2025, at 6:00 pm Eloy City Council Chambers 595 N. C Street, Eloy, Arizona 85131 xyxy=(135,55,264,93)
notice-paragraph: ALL PERSONS INTERESTED IN THIS MATTER MAY APPEAR AT THE HEARING AT THE TIME AND PLACE DESIGNATED ABOVE, AND SHOW CAUSE, IF ANY, WHY THIS PETITION SHOULD NOT BE GRANTED. DOCUMENTS PERTAINING TO THIS CASE CAN BE REQUESTED AND ARE AVAILABLE FOR REVIEW FROM PINAL COUNTY PLANNING DIVISION AND DEVELOPMENT SERVICES DEPARTMENT. PLEASE CALL (520) 866-6442 FOR MORE INFORMATION. DATED THIS 17th DAY OF SEPTEMBER, 2025, BY PINAL COUNTY DEVELOPMENT SERVICES DEPARTMENT. xyxy=(4,103,133,208)
notice-paragraph: DOCUMENTS PERTAINING TO THIS CASE CAN BE FOUND ON THE NOTICE OF HEARING PAGE FOR THE PLANNING AND ZONING COMMISSION AT: https://www.pinal.gov/236/Notice-of-Hearings xyxy=(659,1095,789,1133)
notice-paragraph: TO QUALIFY FOR FURTHER NOTIFICATION IN THIS LAND USE MATTER YOU MUST FILE WITH THE PLANNING DEPARTMENT A WRITTEN STATEMENT OF SUPPORT OR OPPOSITION TO THE SUBJECT APPLICATION. YOUR STATEMENT MUST CONTAIN THE FOLLOWING INFORMATION: xyxy=(659,255,789,308)
notice-paragraph: TO QUALIFY FOR FURTHER NOTIFICATION IN THIS LAND USE MATTER YOU MUST FILE WITH THE PLANNING DEPARTMENT A WRITTEN STATEMENT OF SUPPORT OR OPPOSITION TO THE SUBJECT APPLICATION. YOUR STATEMENT MUST CONTAIN THE FOLLOWING INFORMATION: xyxy=(4,210,133,263)
notice-paragraph: Plaintiff: Gerald Brown seeks damages in the above-entitled action, as follows: 1. General damages a. [x] Pain, suffering, and inconvenience $250,000.00 b. [x] Emotional distress $20,000.00 2. Special damages a. [x] Medical expenses (to date) $36,855.00 b. [x] Future medical expenses (present value) $20,000.00 xyxy=(266,521,395,573)
notice-paragraph: 1) Planning Case Number (see above) xyxy=(659,310,756,318)
notice-paragraph: DOCUMENTS PERTAINING TO THIS CASE CAN BE FOUND ON THE NOTICE OF HEARING PAGE FOR THE P&Z COMMISSION AT: https://www.pinal.gov/236/Notice-of-Hearings xyxy=(135,777,264,815)
column-header: Public Notices xyxy=(135,17,263,35)
notice-paragraph: CSP-013-25 – PUBLIC HEARING/ACTION: Walter Brown, SKYLINE & GARY PARTNERS LLC, owner/applicant, is requesting approval of a Comprehensive Sign Package to allow the installation of to allow 24 signs, with a total signage area of 240.36 sq. ft. on a commercial lot for drive-thru restaurant. The applicant is pursuing this sign package to allow for an increase in signage that exceeds the maximum area that is currently allowed in the sign code and to allow usage of electronic message board signs to be used as pole boards on a CB-2 General Business Zone parcel, tax parcel 509-94-0570 (legal on file- situated in a portion of Section 12, Township 3 South, Range 7 East, in Pinal County, Arizona, located on the southwest corner of W Skyline Dr and N Gary Rd, in San Tan Valley. xyxy=(135,615,264,742)
notice-paragraph: No. of publications: 4; date of publication: Sep 18, 25, Oct 02, 09, 2025 xyxy=(266,594,395,609)
notice-paragraph: 2) Your name, address, telephone number and property tax parcel number (Print or type) xyxy=(4,276,133,292)
notice-paragraph: No. of publications: 1; date of publication: Sep 25, 2025 xyxy=(4,488,133,503)
notice-paragraph: Persons with special accessibility needs, including large print materials or interpreters, contact the A.D.A. Coordinator at (520) 723-5361 or T.D.D. (520) 723-4653 no later than 12:00 noon on October 6, 2025. For questions call Phil Gartright by phone at (520) 723-6075 or email to pgartright@coolidgeaz.com. xyxy=(659,686,789,739)
notice-column xyxy=(135,38,263,1616)
notice-paragraph: No. of publications: 4; date of publication: Sep 18, 25, Oct 02, 09, 2025 xyxy=(397,421,526,436)
